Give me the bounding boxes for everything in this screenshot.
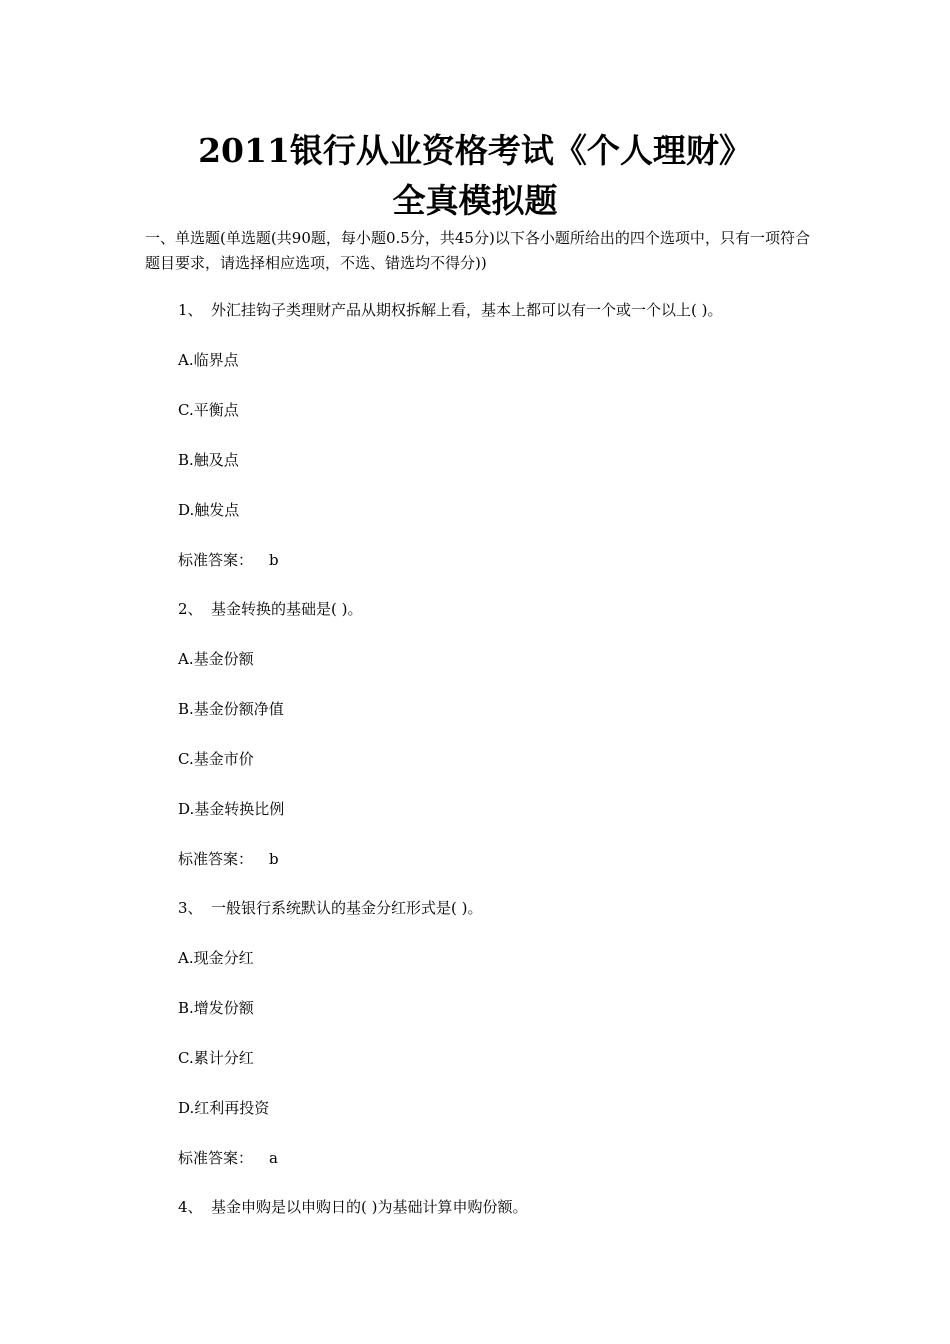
question-text: 基金转换的基础是( )。 xyxy=(211,600,363,618)
question-2-option-4: D.基金转换比例 xyxy=(178,800,285,818)
question-3-option-1: A.现金分红 xyxy=(178,949,254,967)
question-1 xyxy=(178,299,722,321)
document-title-line2: 全真模拟题 xyxy=(392,181,558,220)
question-1-option-3: B.触及点 xyxy=(178,451,239,469)
answer-value: b xyxy=(269,850,279,868)
question-2-option-3: C.基金市价 xyxy=(178,750,254,768)
question-1-answer xyxy=(178,549,279,571)
question-2 xyxy=(178,598,362,620)
question-2-option-1: A.基金份额 xyxy=(178,650,254,668)
question-4 xyxy=(178,1196,527,1218)
section-instructions: 一、单选题(单选题(共90题，每小题0.5分，共45分)以下各小题所给出的四个选项中，只有一项符合题目要求，请选择相应选项，不选、错选均不得分)) xyxy=(145,229,810,272)
question-text: 基金申购是以申购日的( )为基础计算申购份额。 xyxy=(211,1198,528,1216)
question-3-option-2: B.增发份额 xyxy=(178,999,254,1017)
question-number: 4、 xyxy=(178,1198,203,1216)
question-3-option-4: D.红利再投资 xyxy=(178,1099,270,1117)
question-2-answer xyxy=(178,848,279,870)
question-1-option-4: D.触发点 xyxy=(178,501,240,519)
question-text: 一般银行系统默认的基金分红形式是( )。 xyxy=(211,899,483,917)
answer-value: a xyxy=(269,1149,278,1167)
question-number: 2、 xyxy=(178,600,203,618)
question-number: 1、 xyxy=(178,301,203,319)
question-text: 外汇挂钩子类理财产品从期权拆解上看，基本上都可以有一个或一个以上( )。 xyxy=(211,301,723,319)
answer-label: 标准答案： xyxy=(178,850,254,868)
question-3 xyxy=(178,897,482,919)
question-2-option-2: B.基金份额净值 xyxy=(178,700,284,718)
answer-label: 标准答案： xyxy=(178,1149,254,1167)
document-title-line1: 2011银行从业资格考试《个人理财》 xyxy=(198,131,752,170)
question-1-option-2: C.平衡点 xyxy=(178,401,239,419)
question-3-answer xyxy=(178,1147,278,1169)
question-3-option-3: C.累计分红 xyxy=(178,1049,254,1067)
question-number: 3、 xyxy=(178,899,203,917)
question-1-option-1: A.临界点 xyxy=(178,351,239,369)
answer-value: b xyxy=(269,551,279,569)
answer-label: 标准答案： xyxy=(178,551,254,569)
